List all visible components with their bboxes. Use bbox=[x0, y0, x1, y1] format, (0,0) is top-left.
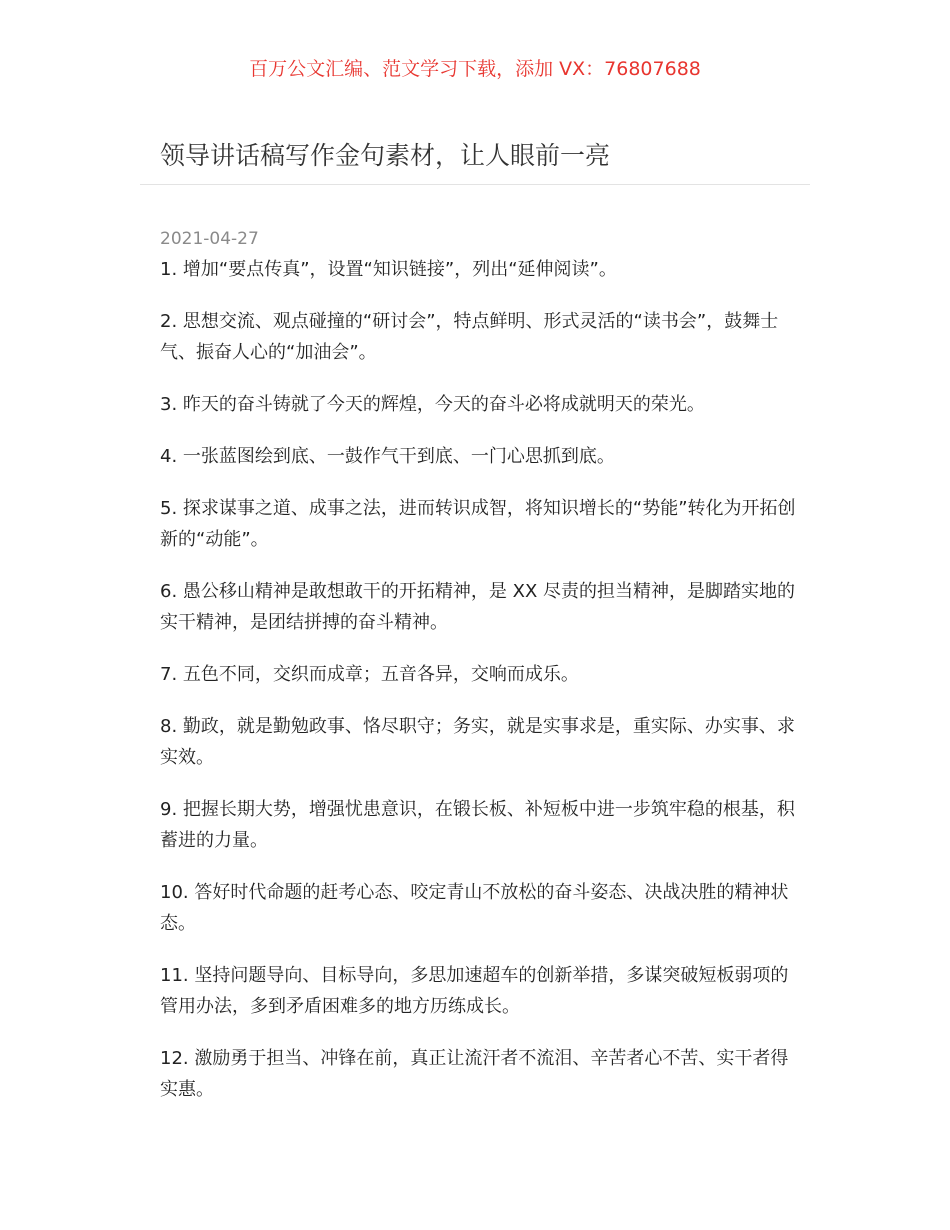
list-item: 4. 一张蓝图绘到底、一鼓作气干到底、一门心思抓到底。 bbox=[160, 446, 615, 467]
list-item: 12. 激励勇于担当、冲锋在前，真正让流汗者不流泪、辛苦者心不苦、实干者得实惠。 bbox=[160, 1048, 789, 1100]
list-item: 7. 五色不同，交织而成章；五音各异，交响而成乐。 bbox=[160, 664, 579, 685]
list-item: 5. 探求谋事之道、成事之法，进而转识成智，将知识增长的“势能”转化为开拓创新的“动能”。 bbox=[160, 498, 796, 550]
list-item: 9. 把握长期大势，增强忧患意识，在锻长板、补短板中进一步筑牢稳的根基，积蓄进的力量。 bbox=[160, 799, 795, 851]
publish-date: 2021-04-27 bbox=[160, 229, 259, 249]
article-title: 领导讲话稿写作金句素材，让人眼前一亮 bbox=[160, 141, 611, 170]
list-item: 11. 坚持问题导向、目标导向，多思加速超车的创新举措，多谋突破短板弱项的管用办法，多到矛盾困难多的地方历练成长。 bbox=[160, 965, 789, 1017]
title-divider bbox=[140, 184, 810, 185]
list-item: 3. 昨天的奋斗铸就了今天的辉煌，今天的奋斗必将成就明天的荣光。 bbox=[160, 394, 705, 415]
list-item: 10. 答好时代命题的赶考心态、咬定青山不放松的奋斗姿态、决战决胜的精神状态。 bbox=[160, 882, 789, 934]
list-item: 1. 增加“要点传真”，设置“知识链接”，列出“延伸阅读”。 bbox=[160, 259, 617, 280]
list-item: 6. 愚公移山精神是敢想敢干的开拓精神，是 XX 尽责的担当精神，是脚踏实地的实干精神，是团结拼搏的奋斗精神。 bbox=[160, 581, 795, 633]
promo-banner: 百万公文汇编、范文学习下载，添加 VX：76807688 bbox=[249, 58, 701, 80]
article-body bbox=[160, 254, 800, 1126]
list-item: 2. 思想交流、观点碰撞的“研讨会”，特点鲜明、形式灵活的“读书会”，鼓舞士气、振奋人心的“加油会”。 bbox=[160, 311, 779, 363]
list-item: 8. 勤政，就是勤勉政事、恪尽职守；务实，就是实事求是，重实际、办实事、求实效。 bbox=[160, 716, 795, 768]
